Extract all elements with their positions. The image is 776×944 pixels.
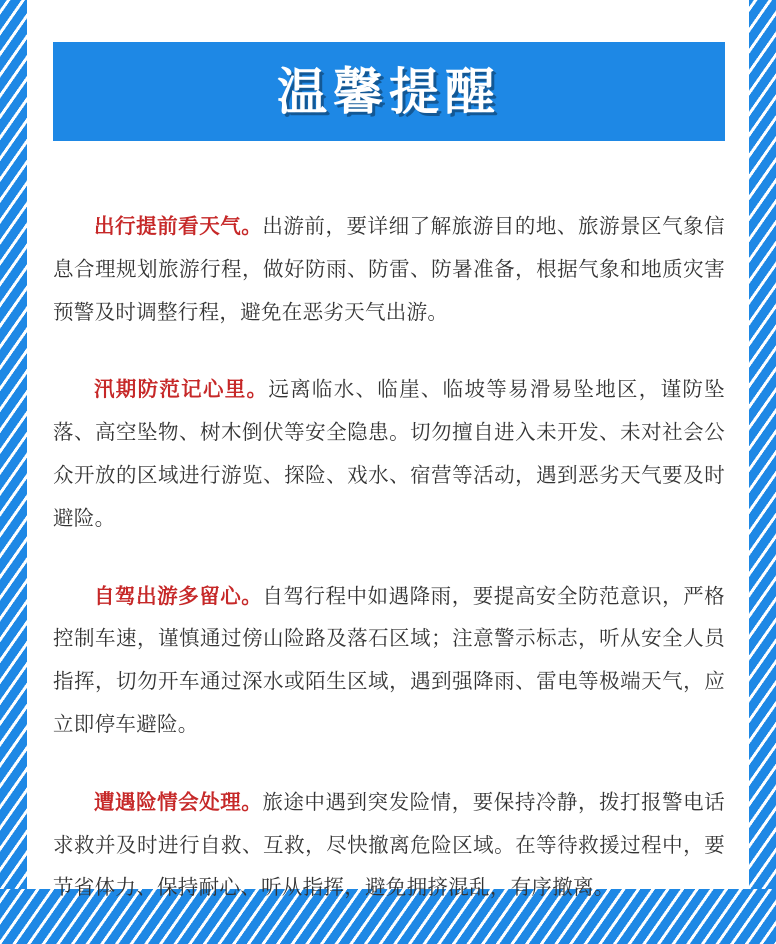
paragraph-text: 旅途中遇到突发险情，要保持冷静，拨打报警电话求救并及时进行自救、互救，尽快撤离危险区域。在等待救援过程中，要节省体力、保持耐心、听从指挥，避免拥挤混乱，有序撤离。: [53, 789, 725, 900]
paragraph-text: 出游前，要详细了解旅游目的地、旅游景区气象信息合理规划旅游行程，做好防雨、防雷、防暑准备，根据气象和地质灾害预警及时调整行程，避免在恶劣天气出游。: [53, 214, 725, 324]
notice-card: [27, 0, 749, 900]
paragraph-flood-season: [53, 368, 725, 539]
title-banner: [53, 42, 725, 141]
page-title: 温馨提醒: [277, 62, 501, 121]
paragraph-lead: 汛期防范记心里。: [94, 377, 269, 402]
paragraph-lead: 遭遇险情会处理。: [94, 789, 263, 814]
paragraph-lead: 出行提前看天气。: [94, 214, 263, 238]
paragraph-emergency: [53, 781, 725, 909]
paragraph-text: 自驾行程中如遇降雨，要提高安全防范意识，严格控制车速，谨慎通过傍山险路及落石区域；注意警示标志，听从安全人员指挥，切勿开车通过深水或陌生区域，遇到强降雨、雷电等极端天气，应立即停车避险。: [53, 583, 725, 736]
paragraph-text: 远离临水、临崖、临坡等易滑易坠地区，谨防坠落、高空坠物、树木倒伏等安全隐患。切勿擅自进入未开发、未对社会公众开放的区域进行游览、探险、戏水、宿营等活动，遇到恶劣天气要及时避险。: [53, 377, 725, 530]
paragraph-self-driving: [53, 575, 725, 746]
paragraph-lead: 自驾出游多留心。: [94, 583, 263, 608]
paragraph-weather: [53, 205, 725, 333]
notice-content: [53, 205, 725, 944]
